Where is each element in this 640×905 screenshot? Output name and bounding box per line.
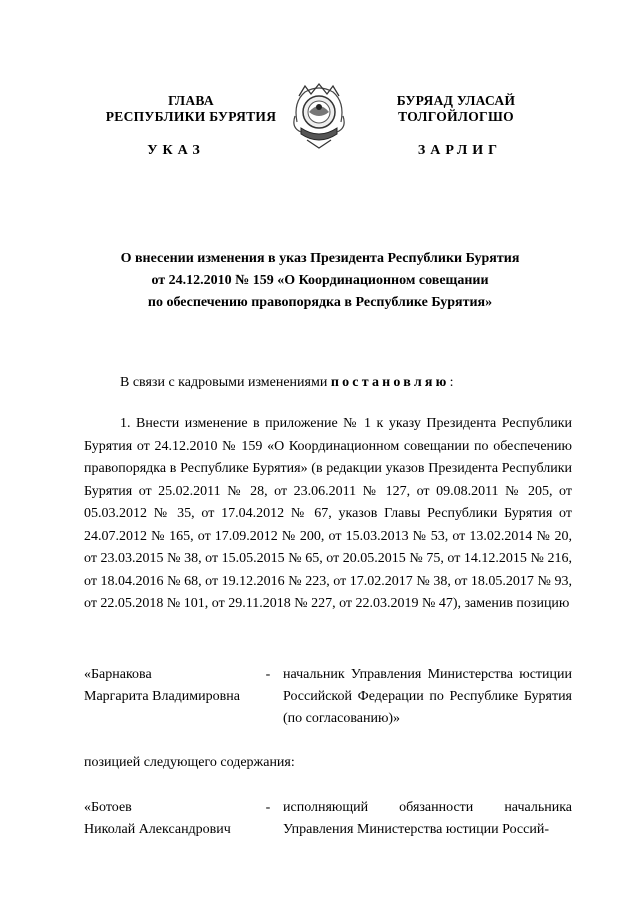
title-line1: О внесении изменения в указ Президента Республики Бурятия (120, 251, 520, 266)
new-position-surname: «Ботоев (84, 800, 132, 815)
paragraph-1: 1. Внести изменение в приложение № 1 к указу Президента Республики Бурятия от 24.12.2010 № 159 «О Координационном совещании по обеспечению правопорядка в Республике Бурятия» (в редакции указов Президента Республики Бурятия от 25.02.2011 № 28, от 23.06.2011 № 127, от 09.08.2011 № 205, от 05.03.2012 № 35, от 17.04.2012 № 67, указов Главы Республики Бурятия от 24.07.2012 № 165, от 17.09.2012 № 200, от 15.03.2013 № 53, от 13.02.2014 № 20, от 23.03.2015 № 38, от 15.05.2015 № 65, от 20.05.2015 № 75, от 14.12.2015 № 216, от 18.04.2016 № 68, от 19.12.2016 № 223, от 17.02.2017 № 38, от 18.05.2017 № 93, от 22.05.2018 № 101, от 29.11.2018 № 227, от 22.03.2019 № 47), заменив позицию (84, 416, 572, 611)
new-position-description-line2: Управления Министерства юстиции Россий- (283, 822, 549, 837)
header-left-line2: РЕСПУБЛИКИ БУРЯТИЯ (105, 109, 277, 124)
following-text: позицией следующего содержания: (84, 755, 295, 770)
header-right-line1: БУРЯАД УЛАСАЙ (396, 93, 516, 108)
old-position-surname: «Барнакова (84, 667, 152, 682)
doc-type-ukaz: УКАЗ (147, 143, 205, 158)
new-position-description (283, 797, 572, 841)
old-position-name (84, 664, 264, 708)
header-left-line1: ГЛАВА (168, 93, 214, 108)
header-right (356, 93, 556, 125)
old-position-given-names: Маргарита Владимировна (84, 689, 240, 704)
header-left (91, 93, 291, 125)
new-position-name (84, 797, 264, 841)
old-position-description: начальник Управления Министерства юстиции Российской Федерации по Республике Бурятия (по согласованию)» (283, 667, 572, 726)
doc-type-zarlig: ЗАРЛИГ (417, 143, 503, 158)
new-position-dash: - (265, 800, 271, 815)
document-title (90, 248, 550, 314)
intro-text: В связи с кадровыми изменениями (120, 375, 331, 390)
decree-word: постановляю (330, 375, 450, 390)
coat-of-arms-icon (289, 82, 349, 150)
header-right-line2: ТОЛГОЙЛОГШО (398, 109, 514, 124)
title-line3: по обеспечению правопорядка в Республике Бурятия» (147, 295, 493, 310)
old-position-dash: - (265, 667, 271, 682)
intro-suffix: : (449, 375, 454, 390)
intro-paragraph (84, 372, 572, 395)
new-position-description-line1: исполняющий обязанности начальника (283, 800, 572, 815)
title-line2: от 24.12.2010 № 159 «О Координационном совещании (151, 273, 489, 288)
new-position-given-names: Николай Александрович (84, 822, 231, 837)
old-position (84, 664, 572, 734)
new-position (84, 797, 572, 857)
